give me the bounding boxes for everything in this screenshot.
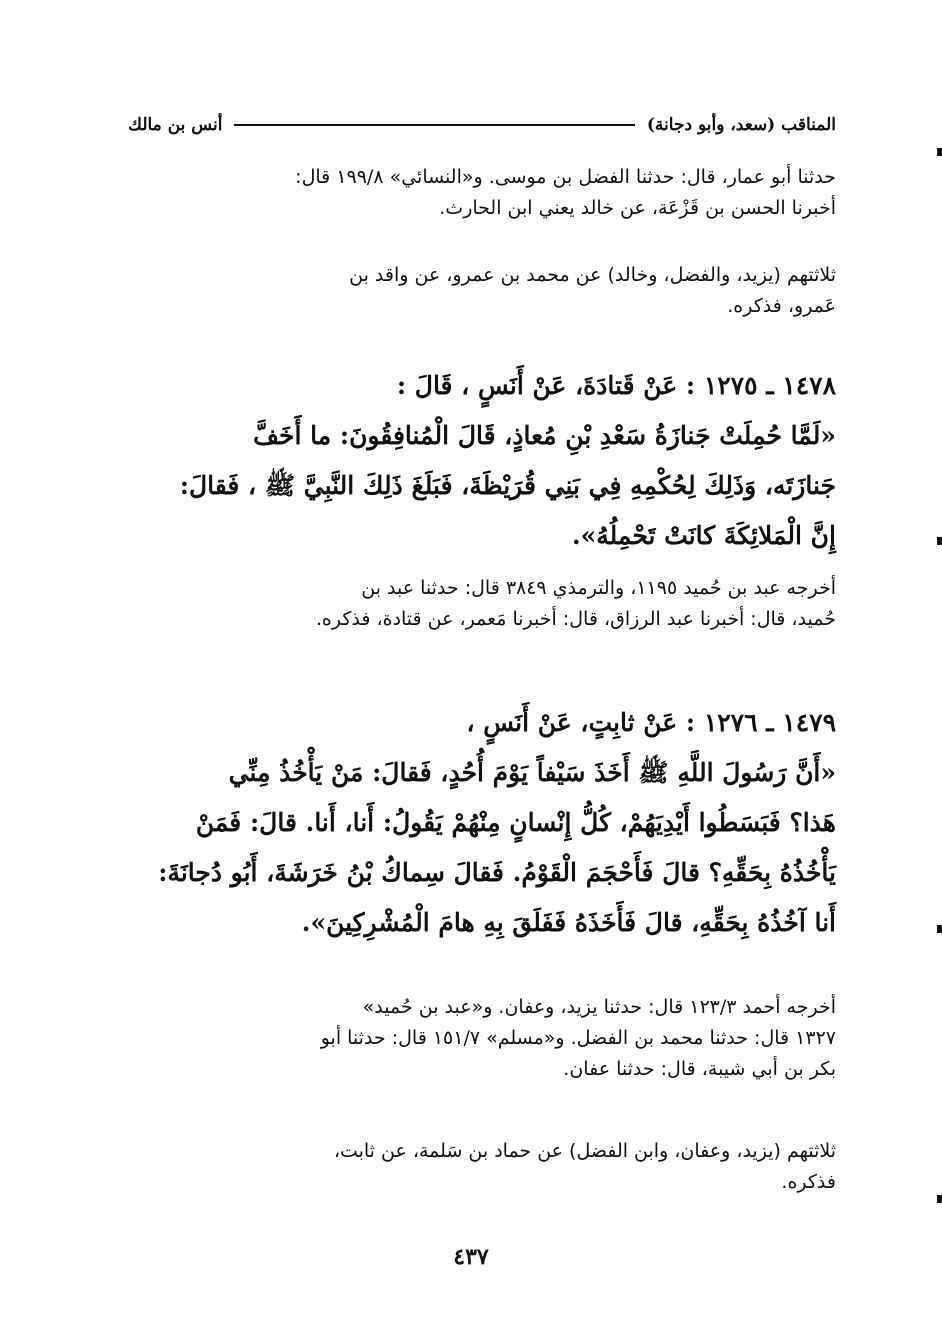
header-section-title: المناقب (سعد، وأبو دجانة) [646, 115, 836, 135]
hadith-text-line: هَذا؟ فَبَسَطُوا أَيْدِيَهُمْ، كُلُّ إِنْسانٍ مِنْهُمْ يَقُولُ: أَنا، أَنا. قالَ: فَمَنْ [195, 808, 836, 837]
hadith-text-line: أَنا آخُذُهُ بِحَقِّهِ، قالَ فَأَخَذَهُ فَفَلَقَ بِهِ هامَ الْمُشْرِكِينَ». [301, 908, 836, 937]
hadith-1478 [128, 361, 836, 561]
text-line: ١٣٢٧ قال: حدثنا محمد بن الفضل. و«مسلم» ١٥١/٧ قال: حدثنا أبو [320, 1027, 836, 1049]
margin-mark [937, 1195, 942, 1203]
text-line: فذكره. [781, 1171, 836, 1193]
page-number: ٤٣٧ [453, 1244, 489, 1270]
margin-mark [937, 925, 942, 933]
text-line: عَمرو، فذكره. [727, 295, 836, 317]
text-line: أخرجه عبد بن حُميد ١١٩٥، والترمذي ٣٨٤٩ قال: حدثنا عبد بن [361, 577, 836, 599]
hadith-text-line: «أَنَّ رَسُولَ اللَّهِ ﷺ أَخَذَ سَيْفاً يَوْمَ أُحُدٍ، فَقالَ: مَنْ يَأْخُذُ مِنِّي [228, 758, 836, 787]
header-chapter-title: أنس بن مالك [128, 115, 223, 135]
hadith-heading: ١٤٧٩ ـ ١٢٧٦ : عَنْ ثابِتٍ، عَنْ أَنَسٍ ، [466, 708, 836, 737]
margin-mark [937, 148, 942, 156]
hadith-text-line: جَنازَتَه، وَذَلِكَ لِحُكْمِهِ فِي بَنِي قُرَيْظَةَ، فَبَلَغَ ذَلِكَ النَّبِيَّ ﷺ ، فَقالَ: [179, 471, 836, 500]
text-line: ثلاثتهم (يزيد، والفضل، وخالد) عن محمد بن عمرو، عن واقد بن [349, 264, 836, 286]
hadith-text-line: إِنَّ الْمَلائِكَةَ كانَتْ تَحْمِلُهُ». [571, 521, 836, 550]
text-line: أخبرنا الحسن بن قَزْعَة، عن خالد يعني ابن الحارث. [439, 197, 836, 219]
paragraph-4 [128, 992, 836, 1085]
text-line: ثلاثتهم (يزيد، وعفان، وابن الفضل) عن حماد بن سَلمة، عن ثابت، [333, 1140, 836, 1162]
hadith-heading: ١٤٧٨ ـ ١٢٧٥ : عَنْ قَتادَةَ، عَنْ أَنَسٍ ، قَالَ : [396, 371, 836, 400]
paragraph-2 [128, 260, 836, 322]
paragraph-1 [128, 162, 836, 224]
hadith-1479 [128, 698, 836, 948]
text-line: حدثنا أبو عمار، قال: حدثنا الفضل بن موسى. و«النسائي» ١٩٩/٨ قال: [295, 166, 836, 188]
text-line: بكر بن أبي شيبة، قال: حدثنا عفان. [563, 1058, 836, 1080]
text-line: حُميد، قال: أخبرنا عبد الرزاق، قال: أخبرنا مَعمر، عن قتادة، فذكره. [315, 608, 836, 630]
hadith-text-line: «لَمَّا حُمِلَتْ جَنازَةُ سَعْدِ بْنِ مُعاذٍ، قَالَ الْمُنافِقُونَ: ما أَخَفَّ [253, 421, 836, 450]
hadith-text-line: يَأْخُذُهُ بِحَقِّهِ؟ قالَ فَأَحْجَمَ الْقَوْمُ. فَقالَ سِماكُ بْنُ خَرَشَةَ، أَبُو دُجانَةَ: [158, 858, 836, 887]
margin-mark [937, 537, 942, 545]
paragraph-5 [128, 1136, 836, 1198]
running-header [128, 110, 836, 140]
header-rule [234, 124, 634, 126]
paragraph-3 [128, 573, 836, 635]
text-line: أخرجه أحمد ١٢٣/٣ قال: حدثنا يزيد، وعفان. و«عبد بن حُميد» [362, 996, 836, 1018]
